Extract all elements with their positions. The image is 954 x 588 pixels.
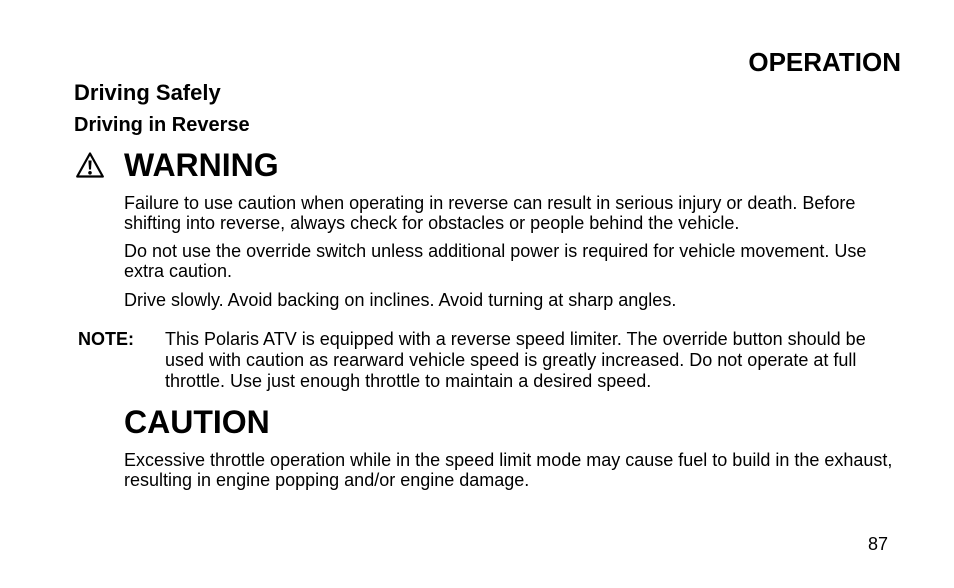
heading-driving-in-reverse: Driving in Reverse — [74, 114, 250, 136]
heading-driving-safely: Driving Safely — [74, 80, 221, 105]
note-text: This Polaris ATV is equipped with a reverse speed limiter. The override button should be used with caution as rearward vehicle speed is greatly increased. Do not operate at full throttle. Use just enough throttle to maintain a desired speed. — [165, 329, 866, 391]
caution-title: CAUTION — [124, 404, 270, 440]
caution-paragraph: Excessive throttle operation while in the speed limit mode may cause fuel to build in the exhaust, resulting in engine popping and/or engine damage. — [124, 450, 893, 490]
warning-paragraph-2: Do not use the override switch unless additional power is required for vehicle movement. Use extra caution. — [124, 241, 867, 281]
section-title: OPERATION — [748, 47, 901, 77]
warning-title: WARNING — [124, 147, 279, 183]
warning-paragraph-1: Failure to use caution when operating in reverse can result in serious injury or death. Before shifting into reverse, always check for obstacles or people behind the vehicle. — [124, 193, 856, 233]
page-number: 87 — [867, 534, 888, 554]
warning-triangle-icon — [76, 152, 104, 178]
warning-paragraph-3: Drive slowly. Avoid backing on inclines. Avoid turning at sharp angles. — [124, 290, 677, 310]
note-label: NOTE: — [78, 329, 134, 349]
